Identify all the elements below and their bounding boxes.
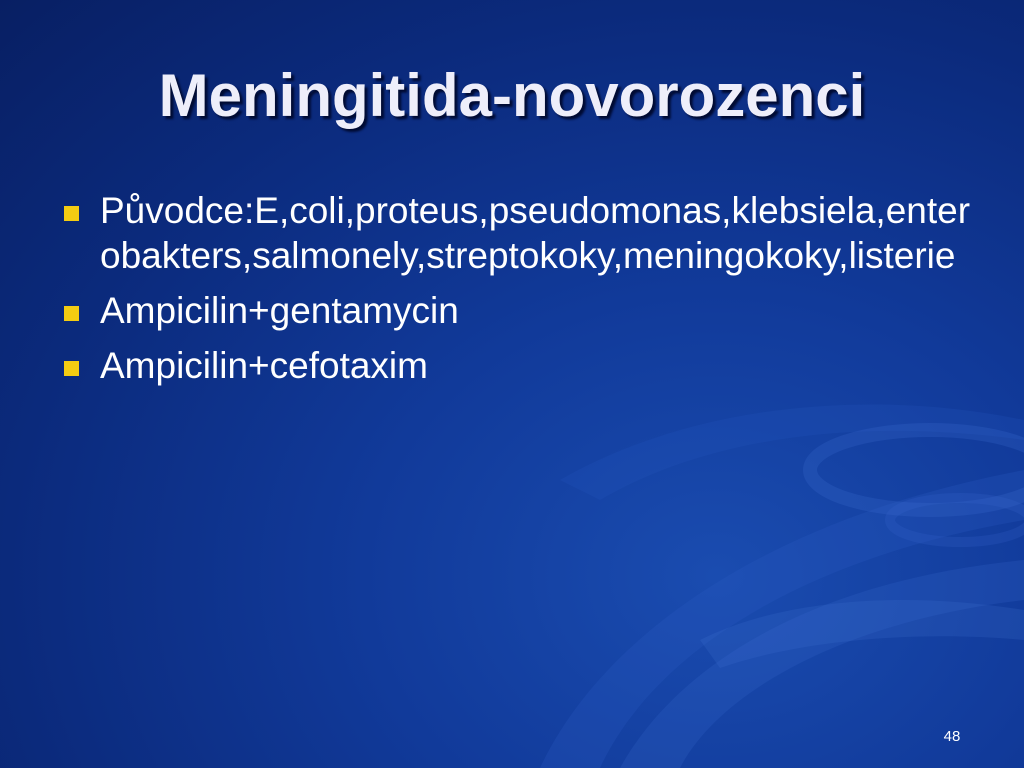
bullet-text: Ampicilin+gentamycin bbox=[100, 290, 459, 331]
bullet-item bbox=[62, 188, 972, 278]
page-number: 48 bbox=[943, 728, 961, 745]
bullet-item bbox=[62, 288, 972, 333]
bullet-item bbox=[62, 343, 972, 388]
bullet-text: Ampicilin+cefotaxim bbox=[100, 345, 428, 386]
square-bullet-icon bbox=[64, 206, 79, 221]
slide-title: Meningitida-novorozenci bbox=[158, 62, 866, 129]
bullet-list bbox=[62, 188, 972, 398]
square-bullet-icon bbox=[64, 306, 79, 321]
bullet-text: Původce:E,coli,proteus,pseudomonas,klebsiela,enterobakters,salmonely,streptokoky,meningokoky,listerie bbox=[100, 190, 971, 276]
square-bullet-icon bbox=[64, 361, 79, 376]
